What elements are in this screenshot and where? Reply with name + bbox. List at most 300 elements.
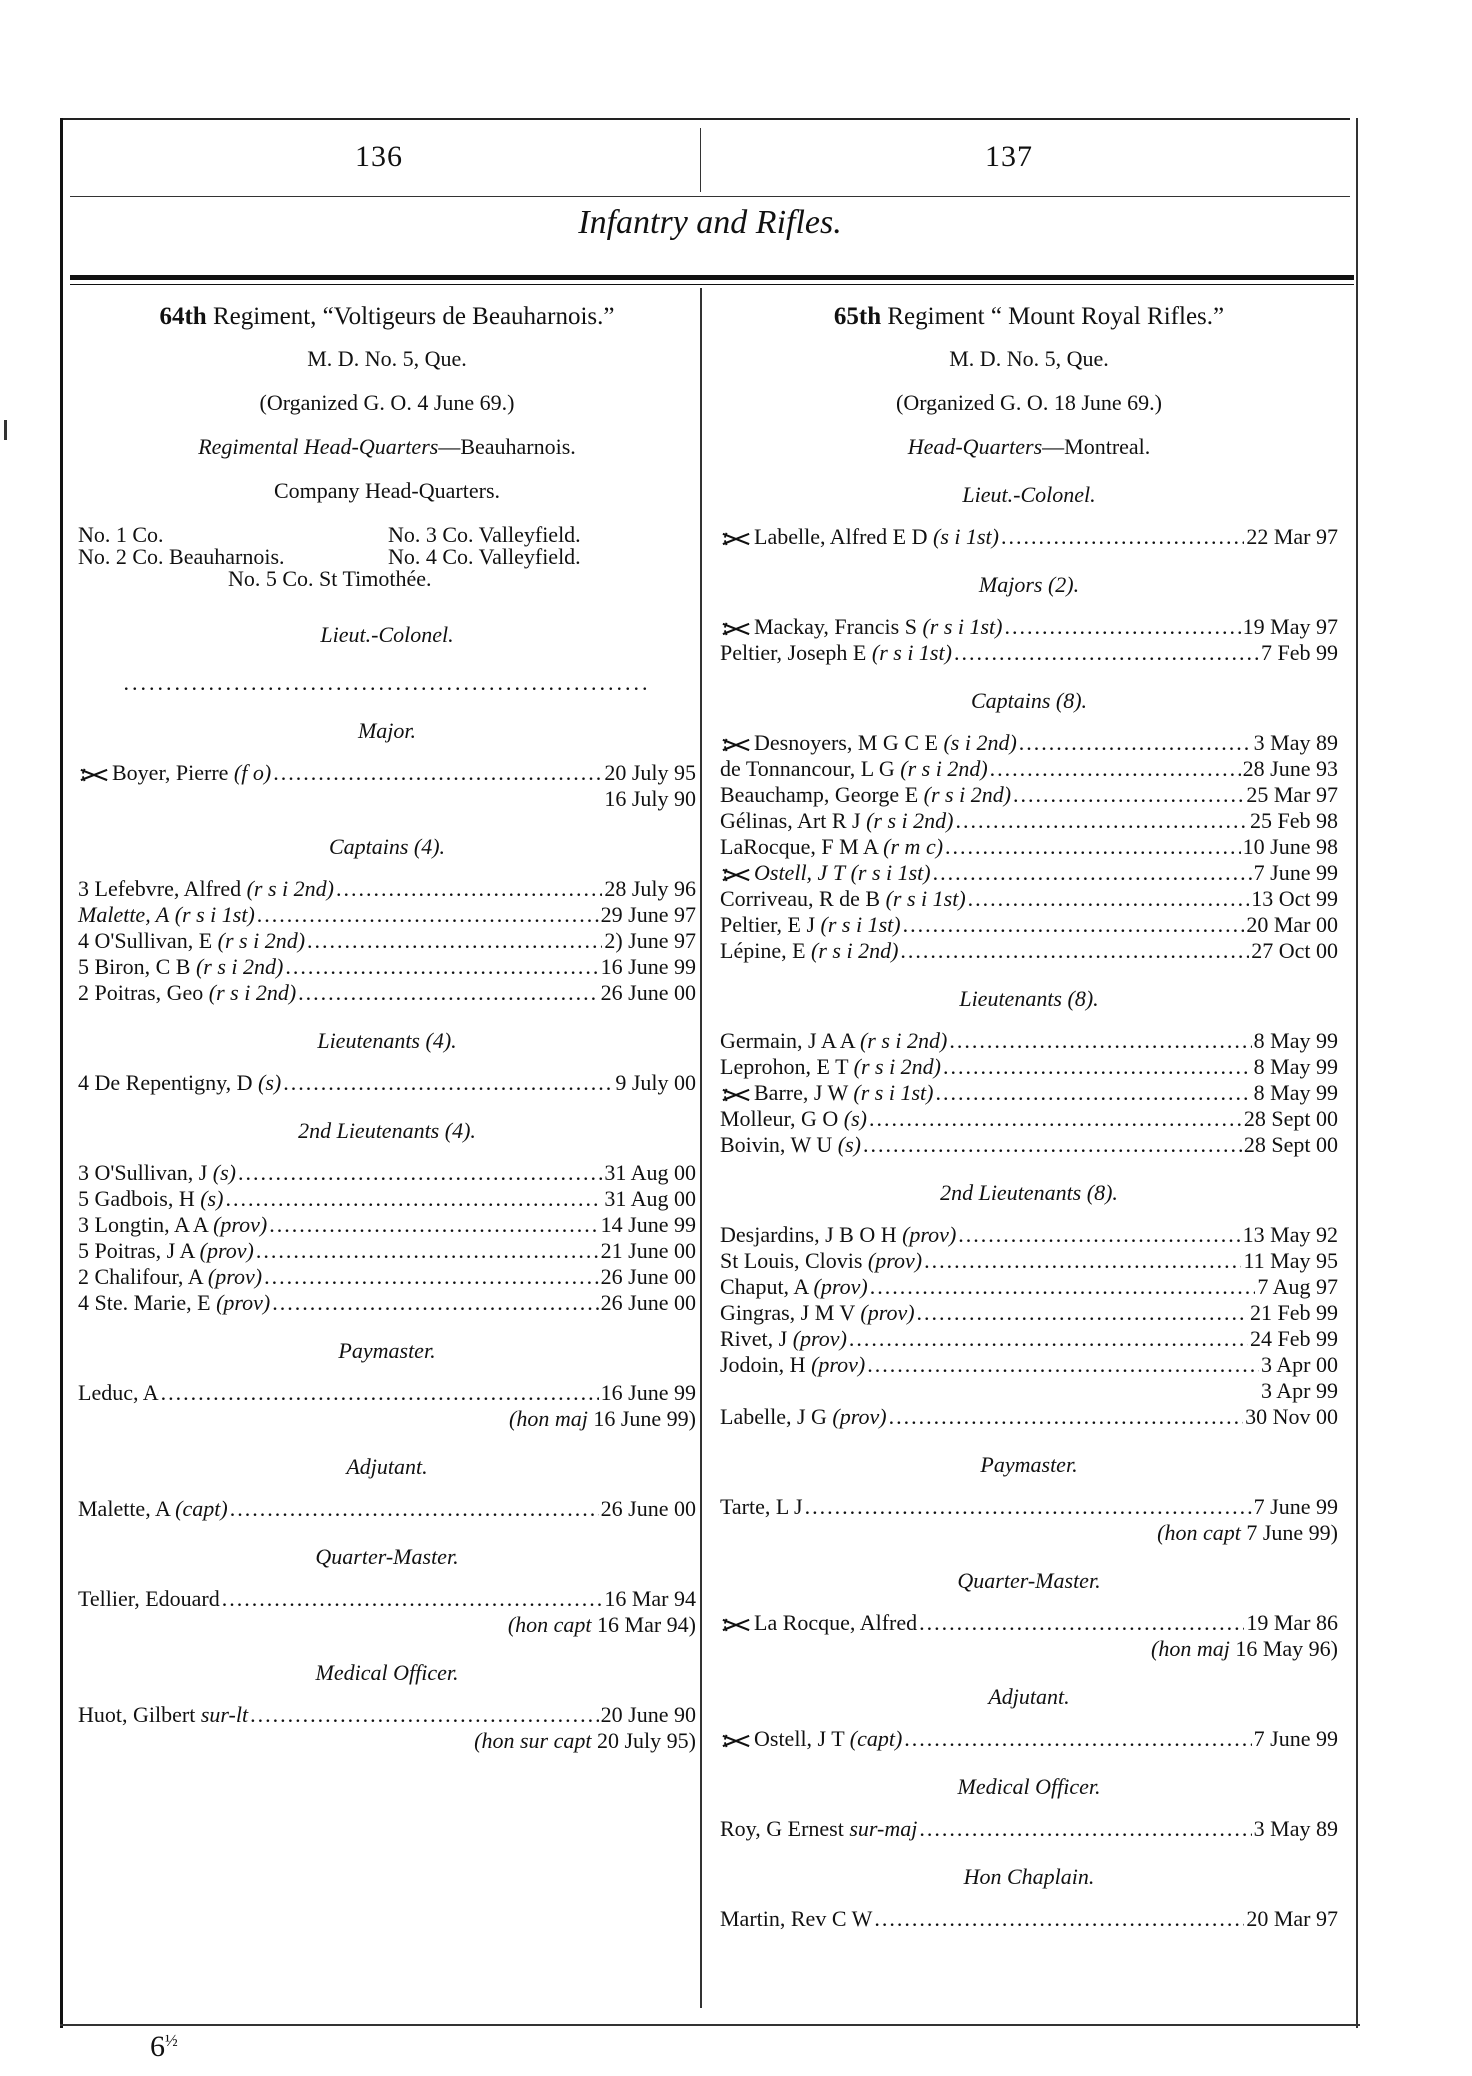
leader-dots (889, 1404, 1244, 1430)
frame-bottom-rule (60, 2024, 1360, 2026)
appointment-date: 21 June 00 (600, 1238, 696, 1263)
appointment-date: 28 Sept 00 (1243, 1106, 1338, 1131)
leader-dots (958, 1222, 1240, 1248)
officer-name-text: Ostell, J T (754, 1726, 845, 1751)
officer-name-text: LaRocque, F M A (720, 834, 878, 859)
adjutant-heading: Adjutant. (346, 1454, 428, 1479)
officer-name-text: 2 Chalifour, A (78, 1264, 203, 1289)
entry-row (720, 614, 1338, 640)
appointment-date: 3 May 89 (1253, 730, 1338, 755)
entry-row (720, 938, 1338, 964)
lt-col-vacant: .............................................................. (123, 670, 651, 695)
honorary-rank-date: 16 June 99) (587, 1406, 696, 1431)
appointment-date: 8 May 99 (1253, 1080, 1338, 1105)
officer-name (78, 1186, 223, 1212)
entry-row (720, 756, 1338, 782)
officer-name-text: Malette, A (78, 902, 170, 927)
officer-name (78, 1290, 270, 1316)
leader-dots (904, 1726, 1251, 1752)
headquarters (720, 434, 1338, 460)
qualification: (r s i 2nd) (246, 876, 334, 901)
appointment-date: 25 Mar 97 (1246, 782, 1338, 807)
officer-name-text: 3 Longtin, A A (78, 1212, 208, 1237)
leader-dots (949, 1028, 1251, 1054)
officer-entry (720, 640, 1338, 666)
officer-name (720, 1906, 872, 1932)
leader-dots (257, 902, 599, 928)
officer-name (720, 730, 1017, 756)
chaplain-entry (720, 1906, 1338, 1932)
second-lieutenants-heading: 2nd Lieutenants (8). (940, 1180, 1118, 1205)
crossed-swords-icon (720, 1617, 752, 1632)
second-lieutenants-list (78, 1160, 696, 1316)
regiment-number: 65th (833, 303, 882, 330)
quartermaster-entry (720, 1610, 1338, 1662)
officer-name-text: Labelle, Alfred E D (754, 524, 928, 549)
entry-row (720, 1054, 1338, 1080)
qualification: (s) (843, 1106, 867, 1131)
adjutant-entry (720, 1726, 1338, 1752)
qualification: (prov) (867, 1248, 923, 1273)
crossed-swords-icon (720, 621, 752, 636)
officer-entry (720, 886, 1338, 912)
officer-entry (720, 1726, 1338, 1752)
regiment-title (720, 304, 1338, 330)
officer-entry (720, 1274, 1338, 1300)
entry-row (720, 1404, 1338, 1430)
leader-dots (943, 1054, 1252, 1080)
qualification: sur-lt (200, 1702, 249, 1727)
crossed-swords-icon (720, 1733, 752, 1748)
frame-top-rule (60, 118, 1350, 120)
chaplain-heading: Hon Chaplain. (963, 1864, 1095, 1889)
leader-dots (161, 1380, 599, 1406)
appointment-date: 16 Mar 94 (604, 1586, 696, 1611)
qualification: (r s i 2nd) (208, 980, 297, 1005)
officer-entry (78, 1238, 696, 1264)
appointment-date: 13 Oct 99 (1251, 886, 1338, 911)
officer-name-text: Molleur, G O (720, 1106, 839, 1131)
paymaster-heading: Paymaster. (980, 1452, 1078, 1477)
officer-name-text: Tarte, L J (720, 1494, 803, 1519)
entry-row (78, 1186, 696, 1212)
qualification: (prov) (213, 1212, 268, 1237)
leader-dots (900, 938, 1249, 964)
officer-name (720, 860, 931, 886)
officer-name (78, 1264, 262, 1290)
officer-name (78, 954, 283, 980)
officer-entry (720, 1222, 1338, 1248)
officer-name (78, 928, 305, 954)
officer-name (720, 1726, 902, 1752)
qualification: (prov) (811, 1352, 866, 1377)
officer-name-text: Beauchamp, George E (720, 782, 919, 807)
lieutenants-heading: Lieutenants (8). (959, 986, 1099, 1011)
officer-name-text: Mackay, Francis S (754, 614, 917, 639)
adjutant-entry (78, 1496, 696, 1522)
qualification: (s i 2nd) (943, 730, 1017, 755)
lieutenants-list (78, 1070, 696, 1096)
officer-entry (720, 1132, 1338, 1158)
headquarters (78, 434, 696, 460)
leader-dots (917, 1300, 1248, 1326)
company-hq-heading: Company Head-Quarters. (273, 478, 501, 503)
regiment-65th-column (720, 298, 1338, 1932)
military-district: M. D. No. 5, Que. (307, 346, 467, 371)
officer-entry (720, 1300, 1338, 1326)
officer-entry (720, 834, 1338, 860)
honorary-rank-label: (hon sur capt (474, 1728, 592, 1753)
qualification: (r s i 1st) (174, 902, 255, 927)
leader-dots (1019, 730, 1252, 756)
leader-dots (264, 1264, 599, 1290)
crossed-swords-icon (720, 867, 752, 882)
officer-entry (720, 756, 1338, 782)
entry-row (720, 1106, 1338, 1132)
officer-name-text: Gélinas, Art R J (720, 808, 861, 833)
officer-name-text: 5 Poitras, J A (78, 1238, 195, 1263)
officer-name (78, 1070, 281, 1096)
officer-name (78, 1586, 220, 1612)
officer-name (720, 938, 898, 964)
honorary-rank (78, 1612, 696, 1638)
entry-row (78, 954, 696, 980)
officer-entry (720, 782, 1338, 808)
appointment-date: 27 Oct 00 (1251, 938, 1338, 963)
appointment-date: 26 June 00 (600, 1496, 696, 1521)
qualification: (r s i 1st) (853, 1080, 934, 1105)
entry-row (78, 1238, 696, 1264)
qualification: (prov) (832, 1404, 887, 1429)
officer-entry (78, 1380, 696, 1432)
appointment-date: 10 June 98 (1242, 834, 1338, 859)
medical-officer-entry (78, 1702, 696, 1754)
honorary-rank-date: 16 Mar 94) (591, 1612, 696, 1637)
qualification: (r s i 2nd) (900, 756, 988, 781)
leader-dots (238, 1160, 602, 1186)
leader-dots (272, 1290, 598, 1316)
entry-row (720, 1222, 1338, 1248)
officer-entry (78, 1290, 696, 1316)
qualification: (s i 1st) (933, 524, 999, 549)
appointment-date: 30 Nov 00 (1245, 1404, 1338, 1429)
officer-entry (720, 912, 1338, 938)
adjutant-heading: Adjutant. (988, 1684, 1070, 1709)
entry-row (720, 1906, 1338, 1932)
officer-entry (720, 1404, 1338, 1430)
officer-name-text: Boyer, Pierre (112, 760, 229, 785)
officer-entry (78, 1586, 696, 1638)
officer-name-text: Leduc, A (78, 1380, 159, 1405)
company-2: No. 2 Co. Beauharnois. (78, 544, 285, 569)
entry-row (78, 1380, 696, 1406)
company-list (78, 522, 696, 600)
regiment-number: 64th (159, 303, 207, 330)
entry-row (720, 524, 1338, 550)
company-5: No. 5 Co. St Timothée. (228, 566, 432, 591)
appointment-date: 7 June 99 (1253, 860, 1338, 885)
left-page-number: 136 (355, 140, 403, 173)
entry-row (720, 886, 1338, 912)
entry-row (720, 1326, 1338, 1352)
officer-name (720, 1132, 861, 1158)
qualification: (r s i 1st) (850, 860, 931, 885)
entry-row (78, 1212, 696, 1238)
medical-officer-heading: Medical Officer. (315, 1660, 459, 1685)
lt-col-heading: Lieut.-Colonel. (320, 622, 454, 647)
officer-name-text: Tellier, Edouard (78, 1586, 220, 1611)
entry-row (720, 834, 1338, 860)
honorary-rank-date: 20 July 95) (591, 1728, 696, 1753)
appointment-date: 26 June 00 (600, 1264, 696, 1289)
company-1: No. 1 Co. (78, 522, 164, 547)
regiment-64th-column (78, 298, 696, 1754)
appointment-date: 2) June 97 (604, 928, 696, 953)
officer-entry (78, 1160, 696, 1186)
leader-dots (874, 1906, 1244, 1932)
officer-name-text: 3 Lefebvre, Alfred (78, 876, 242, 901)
officer-entry (720, 1906, 1338, 1932)
appointment-date: 19 May 97 (1242, 614, 1338, 639)
qualification: (f o) (233, 760, 272, 785)
entry-row (720, 1248, 1338, 1274)
honorary-rank-label: (hon capt (1157, 1520, 1241, 1545)
majors-list (720, 614, 1338, 666)
officer-name (78, 760, 271, 786)
officer-name-text: La Rocque, Alfred (754, 1610, 918, 1635)
leader-dots (968, 886, 1250, 912)
officer-name-text: Roy, G Ernest (720, 1816, 844, 1841)
previous-date: 16 July 90 (604, 786, 696, 811)
right-page-number: 137 (985, 140, 1033, 173)
crossed-swords-icon (720, 737, 752, 752)
appointment-date: 11 May 95 (1243, 1248, 1338, 1273)
officer-name-text: 4 De Repentigny, D (78, 1070, 253, 1095)
appointment-date: 21 Feb 99 (1250, 1300, 1338, 1325)
medical-officer-entry (720, 1816, 1338, 1842)
appointment-date: 28 June 93 (1242, 756, 1338, 781)
leader-dots (1001, 524, 1244, 550)
officer-name-text: 4 O'Sullivan, E (78, 928, 213, 953)
appointment-date: 16 June 99 (600, 954, 696, 979)
section-thick-rule (70, 275, 1354, 280)
officer-name (78, 1496, 228, 1522)
leader-dots (954, 640, 1259, 666)
officer-entry (720, 730, 1338, 756)
appointment-date: 20 Mar 97 (1246, 1906, 1338, 1931)
leader-dots (298, 980, 599, 1006)
qualification: (r s i 1st) (820, 912, 901, 937)
leader-dots (849, 1326, 1248, 1352)
officer-name (720, 756, 988, 782)
officer-entry (78, 1212, 696, 1238)
officer-entry (78, 1070, 696, 1096)
frame-left-rule (60, 118, 63, 2028)
appointment-date: 26 June 00 (600, 980, 696, 1005)
leader-dots (222, 1586, 603, 1612)
officer-name-text: de Tonnancour, L G (720, 756, 895, 781)
honorary-rank-label: (hon capt (507, 1612, 592, 1637)
honorary-rank-date: 7 June 99) (1240, 1520, 1338, 1545)
captains-heading: Captains (8). (970, 688, 1088, 713)
leader-dots (1013, 782, 1244, 808)
leader-dots (933, 860, 1252, 886)
page-frame (60, 118, 1340, 2028)
officer-entry (720, 1352, 1338, 1404)
officer-name-text: Peltier, E J (720, 912, 816, 937)
entry-row (720, 1352, 1338, 1378)
qualification: (r s i 2nd) (811, 938, 899, 963)
appointment-date: 20 Mar 00 (1246, 912, 1338, 937)
qualification: (prov) (207, 1264, 263, 1289)
entry-row (78, 1702, 696, 1728)
officer-name (720, 1300, 915, 1326)
officer-entry (720, 1610, 1338, 1662)
leader-dots (935, 1080, 1251, 1106)
appointment-date: 31 Aug 00 (604, 1160, 696, 1185)
qualification: (capt) (849, 1726, 903, 1751)
honorary-rank (720, 1636, 1338, 1662)
qualification: (prov) (902, 1222, 957, 1247)
officer-name (78, 1238, 254, 1264)
leader-dots (269, 1212, 598, 1238)
headquarters-label: Head-Quarters (907, 434, 1043, 459)
appointment-date: 3 Apr 00 (1261, 1352, 1338, 1377)
captains-heading: Captains (4). (328, 834, 446, 859)
appointment-date: 28 Sept 00 (1243, 1132, 1338, 1157)
appointment-date: 19 Mar 86 (1246, 1610, 1338, 1635)
entry-row (78, 1290, 696, 1316)
section-thin-rule (70, 284, 1354, 285)
officer-name (720, 808, 953, 834)
officer-name (720, 1274, 868, 1300)
lieutenants-list (720, 1028, 1338, 1158)
column-divider (700, 288, 702, 2008)
qualification: (r s i 1st) (885, 886, 966, 911)
major-list (78, 760, 696, 812)
margin-mark (4, 420, 7, 440)
officer-name (720, 1080, 933, 1106)
entry-row (78, 980, 696, 1006)
leader-dots (256, 1238, 599, 1264)
officer-name-text: Gingras, J M V (720, 1300, 855, 1325)
leader-dots (919, 1816, 1251, 1842)
qualification: (r s i 1st) (922, 614, 1003, 639)
appointment-date: 13 May 92 (1242, 1222, 1338, 1247)
entry-row (720, 860, 1338, 886)
officer-name-text: Boivin, W U (720, 1132, 833, 1157)
officer-name (720, 1494, 803, 1520)
honorary-rank (78, 1728, 696, 1754)
medical-officer-heading: Medical Officer. (957, 1774, 1101, 1799)
organized-note: (Organized G. O. 18 June 69.) (896, 390, 1162, 415)
appointment-date: 8 May 99 (1253, 1028, 1338, 1053)
entry-row (78, 1496, 696, 1522)
appointment-date: 20 June 90 (600, 1702, 696, 1727)
leader-dots (863, 1132, 1242, 1158)
officer-entry (720, 938, 1338, 964)
officer-name-text: Corriveau, R de B (720, 886, 881, 911)
entry-row (720, 1080, 1338, 1106)
previous-date: 3 Apr 99 (1261, 1378, 1338, 1403)
quartermaster-entry (78, 1586, 696, 1638)
entry-row (720, 1610, 1338, 1636)
officer-name (720, 1028, 947, 1054)
appointment-date: 7 June 99 (1253, 1726, 1338, 1751)
officer-entry (720, 1106, 1338, 1132)
officer-entry (78, 980, 696, 1006)
regiment-name: Regiment “ Mount Royal Rifles.” (887, 303, 1225, 330)
paymaster-entry (78, 1380, 696, 1432)
qualification: (r s i 2nd) (217, 928, 306, 953)
qualification: (r m c) (883, 834, 944, 859)
honorary-rank-label: (hon maj (509, 1406, 588, 1431)
crossed-swords-icon (720, 1087, 752, 1102)
crossed-swords-icon (78, 767, 110, 782)
entry-row (720, 1274, 1338, 1300)
officer-name (720, 524, 999, 550)
leader-dots (955, 808, 1248, 834)
captains-list (78, 876, 696, 1006)
officer-entry (78, 928, 696, 954)
officer-name (720, 1404, 887, 1430)
entry-row (78, 760, 696, 786)
frame-right-rule (1356, 118, 1358, 2028)
appointment-date: 31 Aug 00 (604, 1186, 696, 1211)
qualification: (s) (212, 1160, 236, 1185)
headquarters-value: —Montreal. (1042, 434, 1151, 459)
qualification: (s) (837, 1132, 861, 1157)
appointment-date: 28 July 96 (604, 876, 696, 901)
officer-entry (78, 954, 696, 980)
officer-name (720, 1222, 956, 1248)
lt-col-heading: Lieut.-Colonel. (962, 482, 1096, 507)
leader-dots (870, 1274, 1256, 1300)
officer-name (720, 614, 1003, 640)
entry-row (720, 640, 1338, 666)
officer-entry (720, 1816, 1338, 1842)
appointment-date: 25 Feb 98 (1250, 808, 1338, 833)
officer-entry (720, 860, 1338, 886)
appointment-date: 20 July 95 (604, 760, 696, 785)
header-rule (70, 196, 1350, 197)
appointment-date: 7 June 99 (1253, 1494, 1338, 1519)
officer-entry (720, 524, 1338, 550)
qualification: (r s i 2nd) (859, 1028, 948, 1053)
qualification: (s) (258, 1070, 282, 1095)
officer-entry (720, 1028, 1338, 1054)
leader-dots (273, 760, 602, 786)
officer-name-text: Lépine, E (720, 938, 806, 963)
officer-entry (78, 1702, 696, 1754)
officer-name-text: Peltier, Joseph E (720, 640, 867, 665)
officer-entry (720, 1494, 1338, 1546)
leader-dots (250, 1702, 599, 1728)
officer-name (720, 886, 966, 912)
headquarters-label: Regimental Head-Quarters (198, 434, 439, 459)
officer-entry (78, 876, 696, 902)
qualification: (r s i 2nd) (853, 1054, 942, 1079)
qualification: (prov) (216, 1290, 271, 1315)
officer-name (720, 782, 1011, 808)
officer-name (720, 640, 952, 666)
entry-row (78, 1264, 696, 1290)
entry-row (720, 1816, 1338, 1842)
officer-name (78, 1702, 248, 1728)
officer-name-text: 3 O'Sullivan, J (78, 1160, 208, 1185)
entry-row (720, 1132, 1338, 1158)
officer-entry (720, 614, 1338, 640)
